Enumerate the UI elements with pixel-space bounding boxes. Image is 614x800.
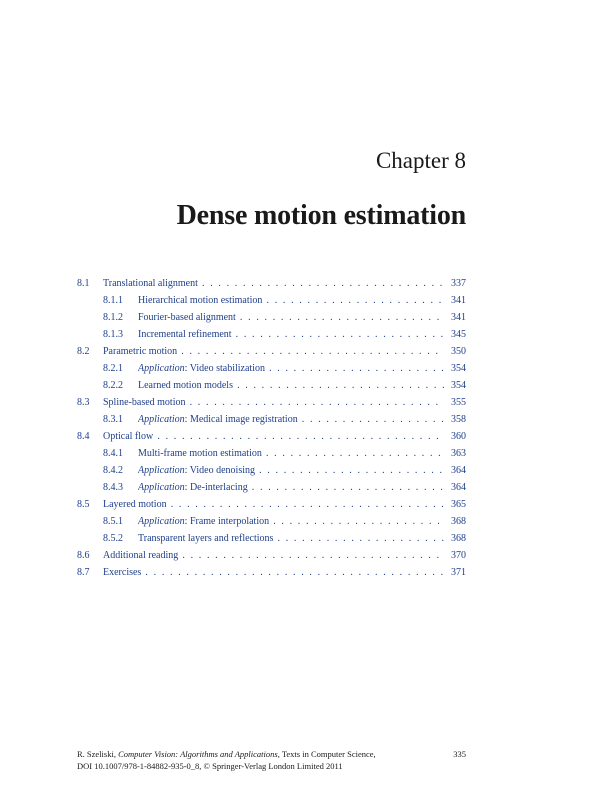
footer-doi: DOI 10.1007/978-1-84882-935-0_8, © Springer-Verlag London Limited 2011 [77, 761, 343, 771]
toc-entry-number: 8.5.1 [103, 516, 123, 527]
toc-entry[interactable] [77, 479, 466, 496]
toc-entry-number: 8.1 [77, 278, 90, 289]
toc-entry-page[interactable]: 337 [451, 278, 466, 289]
toc-entry-page[interactable]: 368 [451, 516, 466, 527]
toc-entry-title-text: Layered motion [103, 499, 167, 510]
toc-entry-title-text: Incremental refinement [138, 329, 232, 340]
toc-entry-title-prefix: Application [138, 414, 185, 425]
toc-entry-title[interactable] [138, 462, 444, 479]
toc-entry-page[interactable]: 371 [451, 567, 466, 578]
toc-entry-title-prefix: Application [138, 465, 185, 476]
toc-entry[interactable] [77, 343, 466, 360]
toc-entry-title-text: Learned motion models [138, 380, 233, 391]
toc-entry-title[interactable] [138, 326, 444, 343]
toc-entry-number: 8.2 [77, 346, 90, 357]
toc-entry[interactable] [77, 411, 466, 428]
toc-entry-title[interactable] [103, 564, 444, 581]
toc-entry-number: 8.5 [77, 499, 90, 510]
toc-entry-title-text: Hierarchical motion estimation [138, 295, 263, 306]
toc-entry-title-text: Optical flow [103, 431, 154, 442]
footer-book-title: Computer Vision: Algorithms and Applications [118, 749, 278, 759]
toc-entry-title[interactable] [138, 411, 444, 428]
toc-entry[interactable] [77, 326, 466, 343]
toc-entry-page[interactable]: 358 [451, 414, 466, 425]
toc-entry-page[interactable]: 364 [451, 482, 466, 493]
toc-entry-title-prefix: Application [138, 363, 185, 374]
footer-citation [77, 748, 466, 760]
toc-entry[interactable] [77, 513, 466, 530]
toc-entry-title-text: : Medical image registration [184, 414, 298, 425]
toc-entry-page[interactable]: 360 [451, 431, 466, 442]
toc-entry-number: 8.3 [77, 397, 90, 408]
toc-entry-page[interactable]: 368 [451, 533, 466, 544]
toc-entry-page[interactable]: 345 [451, 329, 466, 340]
toc-entry-title[interactable] [103, 343, 444, 360]
toc-entry[interactable] [77, 564, 466, 581]
toc-entry-title[interactable] [138, 360, 444, 377]
toc-entry-number: 8.2.1 [103, 363, 123, 374]
toc-entry-page[interactable]: 365 [451, 499, 466, 510]
toc-entry-number: 8.5.2 [103, 533, 123, 544]
toc-entry-number: 8.1.2 [103, 312, 123, 323]
toc-entry-title-prefix: Application [138, 482, 185, 493]
toc-entry-number: 8.4.1 [103, 448, 123, 459]
toc-entry-title-text: Exercises [103, 567, 142, 578]
toc-entry[interactable] [77, 547, 466, 564]
toc-entry-title[interactable] [103, 496, 444, 513]
toc-entry[interactable] [77, 462, 466, 479]
toc-entry-title[interactable] [138, 445, 444, 462]
toc-entry[interactable] [77, 394, 466, 411]
toc-entry-number: 8.4 [77, 431, 90, 442]
toc-entry-title-text: : Video stabilization [184, 363, 265, 374]
footer-author: R. Szeliski, [77, 749, 119, 759]
table-of-contents [77, 275, 466, 581]
toc-entry-title-text: Fourier-based alignment [138, 312, 236, 323]
toc-entry-page[interactable]: 370 [451, 550, 466, 561]
toc-entry-page[interactable]: 354 [451, 380, 466, 391]
toc-entry-title-text: Spline-based motion [103, 397, 186, 408]
toc-entry-title-text: Additional reading [103, 550, 179, 561]
chapter-title: Dense motion estimation [176, 200, 466, 231]
toc-entry[interactable] [77, 530, 466, 547]
toc-entry-number: 8.2.2 [103, 380, 123, 391]
toc-entry-number: 8.6 [77, 550, 90, 561]
toc-entry-title-text: Transparent layers and reflections [138, 533, 274, 544]
toc-entry-title[interactable] [138, 292, 444, 309]
toc-entry-page[interactable]: 355 [451, 397, 466, 408]
toc-entry-title-text: : De-interlacing [184, 482, 248, 493]
toc-entry[interactable] [77, 377, 466, 394]
toc-entry[interactable] [77, 445, 466, 462]
toc-entry-page[interactable]: 354 [451, 363, 466, 374]
toc-entry-page[interactable]: 341 [451, 312, 466, 323]
toc-entry-title[interactable] [103, 547, 444, 564]
toc-entry-title[interactable] [103, 275, 444, 292]
toc-entry-number: 8.1.3 [103, 329, 123, 340]
page-number: 335 [453, 749, 466, 759]
toc-entry-title-text: : Frame interpolation [184, 516, 270, 527]
toc-entry-title[interactable] [138, 377, 444, 394]
toc-entry-page[interactable]: 363 [451, 448, 466, 459]
toc-entry-title[interactable] [138, 530, 444, 547]
toc-entry-page[interactable]: 341 [451, 295, 466, 306]
toc-entry[interactable] [77, 496, 466, 513]
toc-entry-title[interactable] [103, 394, 444, 411]
toc-entry-title-text: Translational alignment [103, 278, 198, 289]
toc-entry-title-text: Multi-frame motion estimation [138, 448, 262, 459]
toc-entry[interactable] [77, 275, 466, 292]
toc-entry-number: 8.4.2 [103, 465, 123, 476]
footer-series: , Texts in Computer Science, [277, 749, 376, 759]
toc-entry-title-text: Parametric motion [103, 346, 178, 357]
toc-entry[interactable] [77, 309, 466, 326]
toc-entry-title-prefix: Application [138, 516, 185, 527]
toc-entry-page[interactable]: 350 [451, 346, 466, 357]
chapter-label: Chapter 8 [375, 148, 466, 173]
toc-entry-page[interactable]: 364 [451, 465, 466, 476]
toc-entry-number: 8.4.3 [103, 482, 123, 493]
toc-entry[interactable] [77, 292, 466, 309]
toc-entry-title[interactable] [138, 309, 444, 326]
toc-entry[interactable] [77, 360, 466, 377]
toc-entry-title-text: : Video denoising [184, 465, 255, 476]
toc-entry[interactable] [77, 428, 466, 445]
toc-entry-number: 8.3.1 [103, 414, 123, 425]
page-footer [77, 748, 466, 772]
toc-entry-title[interactable] [138, 479, 444, 496]
toc-entry-number: 8.7 [77, 567, 90, 578]
toc-entry-title[interactable] [103, 428, 444, 445]
toc-entry-number: 8.1.1 [103, 295, 123, 306]
toc-entry-title[interactable] [138, 513, 444, 530]
